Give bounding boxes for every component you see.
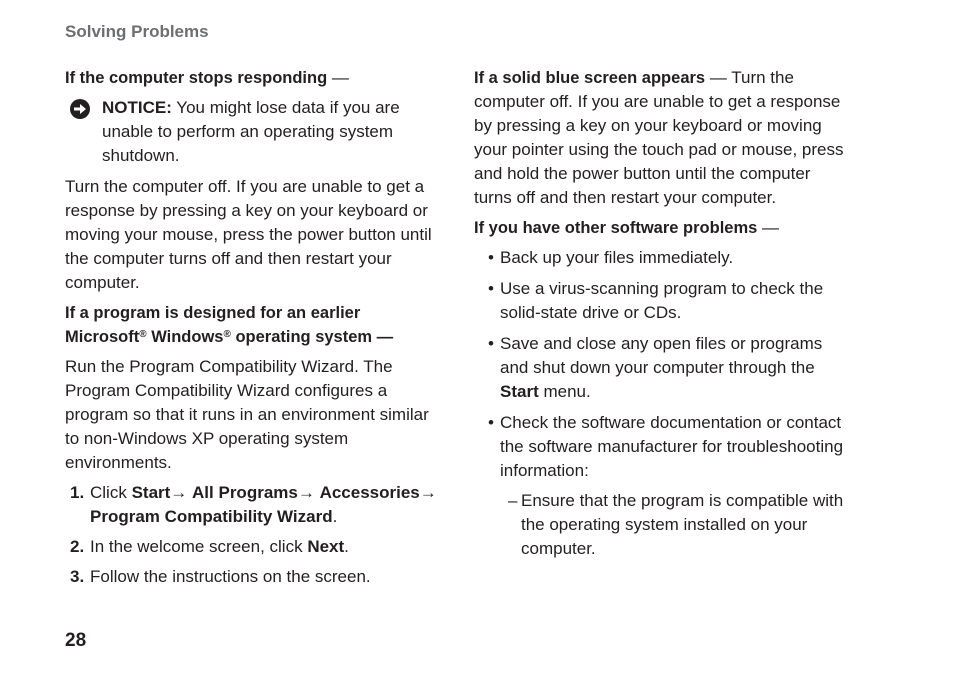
page-number: 28	[65, 630, 87, 651]
notice-block	[65, 96, 445, 168]
paragraph-compat-wizard: Run the Program Compatibility Wizard. The Program Compatibility Wizard configures a program so that it runs in an environment similar to non-Windows XP operating system environments.	[65, 357, 429, 472]
sub-list-item: – Ensure that the program is compatible with the operating system installed on your computer.	[500, 489, 846, 561]
list-item: • Use a virus-scanning program to check the solid-state drive or CDs.	[474, 277, 846, 325]
paragraph-blue-screen: If a solid blue screen appears — Turn the computer off. If you are unable to get a response by pressing a key on your keyboard or moving your pointer using the touch pad or mouse, press and hold the power button until the computer turns off and then restart your computer.	[474, 68, 844, 207]
notice-icon	[69, 98, 91, 120]
heading-stops-responding: If the computer stops responding —	[65, 68, 349, 87]
notice-label: NOTICE:	[102, 98, 172, 117]
step-3: 3. Follow the instructions on the screen.	[70, 567, 371, 586]
software-problems-list	[474, 246, 846, 561]
paragraph-turn-off: Turn the computer off. If you are unable to get a response by pressing a key on your keyboard or moving your mouse, press the power button until the computer turns off and then restart your computer.	[65, 177, 432, 292]
heading-earlier-windows: If a program is designed for an earlier Microsoft® Windows® operating system —	[65, 304, 394, 346]
sub-list	[500, 489, 846, 561]
right-column	[474, 66, 846, 568]
list-item: • Check the software documentation or contact the software manufacturer for troubleshooting information: – Ensure that the program is compatible with the operating system installed on your computer.	[474, 411, 846, 561]
step-1: 1. Click Start→ All Programs→ Accessories→ Program Compatibility Wizard.	[70, 483, 437, 526]
heading-other-software: If you have other software problems —	[474, 218, 780, 237]
notice-text: You might lose data if you are unable to perform an operating system shutdown.	[102, 98, 400, 165]
running-header: Solving Problems	[65, 22, 209, 41]
list-item: • Save and close any open files or programs and shut down your computer through the Start menu.	[474, 332, 846, 404]
step-2: 2. In the welcome screen, click Next.	[70, 537, 349, 556]
left-column	[65, 66, 445, 595]
steps-list	[65, 481, 445, 589]
list-item: • Back up your files immediately.	[474, 246, 846, 270]
